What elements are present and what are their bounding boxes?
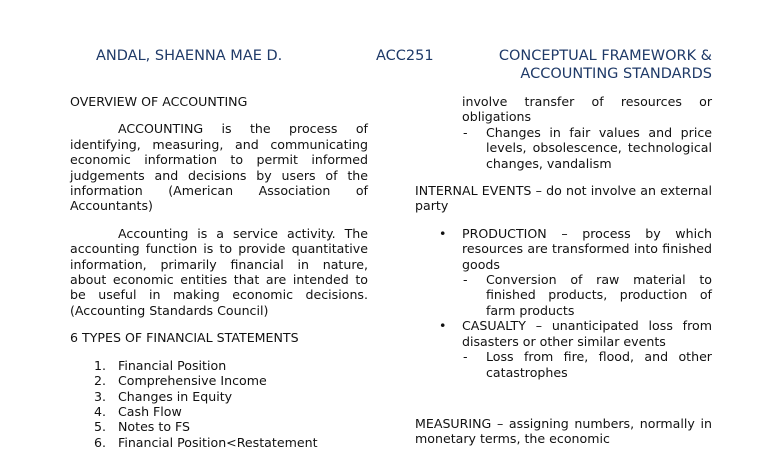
casualty-example: - Loss from fire, flood, and other catastrophes: [463, 349, 712, 380]
list-item: 2. Comprehensive Income: [94, 373, 267, 389]
accounting-service-paragraph: Accounting is a service activity. The accounting function is to provide quantitative information, primarily financial in nature, about economic entities that are intended to be useful in making economic decisions. (Accounting Standards Council): [70, 225, 368, 318]
left-column: [70, 94, 368, 450]
dash-marker: -: [463, 349, 468, 365]
title-line-1: CONCEPTUAL FRAMEWORK &: [498, 48, 712, 64]
measuring-paragraph: MEASURING – assigning numbers, normally in monetary terms, the economic: [415, 415, 712, 447]
list-item: 6. Financial Position<Restatement: [94, 434, 318, 450]
production-item: • PRODUCTION – process by which resources are transformed into finished goods: [439, 225, 712, 272]
bullet-icon: •: [439, 318, 447, 334]
author-name: ANDAL, SHAENNA MAE D.: [96, 48, 283, 64]
dash-marker: -: [463, 124, 468, 140]
course-code: ACC251: [376, 48, 434, 64]
right-column: [415, 94, 712, 447]
internal-events: INTERNAL EVENTS – do not involve an external party: [415, 183, 712, 214]
external-events-continued: involve transfer of resources or obligations: [462, 94, 712, 125]
document-title: [470, 47, 712, 83]
overview-heading: OVERVIEW OF ACCOUNTING: [70, 94, 248, 109]
fs-types-heading: 6 TYPES OF FINANCIAL STATEMENTS: [70, 330, 299, 346]
casualty-item: • CASUALTY – unanticipated loss from disasters or other similar events: [439, 318, 712, 349]
fs-types-list: [70, 358, 368, 450]
production-example: - Conversion of raw material to finished products, production of farm products: [463, 272, 712, 318]
accounting-definition: ACCOUNTING is the process of identifying, measuring, and communicating economic information to permit informed judgements and decisions by users of the information (American Association of Accountants): [70, 121, 368, 214]
external-events-example: - Changes in fair values and price levels, obsolescence, technological changes, vandalism: [463, 124, 712, 171]
list-item: 5. Notes to FS: [94, 419, 191, 435]
dash-marker: -: [463, 272, 468, 288]
list-item: 4. Cash Flow: [94, 403, 182, 419]
list-item: 3. Changes in Equity: [94, 388, 233, 404]
list-item: 1. Financial Position: [94, 357, 227, 373]
title-line-2: ACCOUNTING STANDARDS: [520, 66, 712, 82]
bullet-icon: •: [439, 225, 447, 241]
